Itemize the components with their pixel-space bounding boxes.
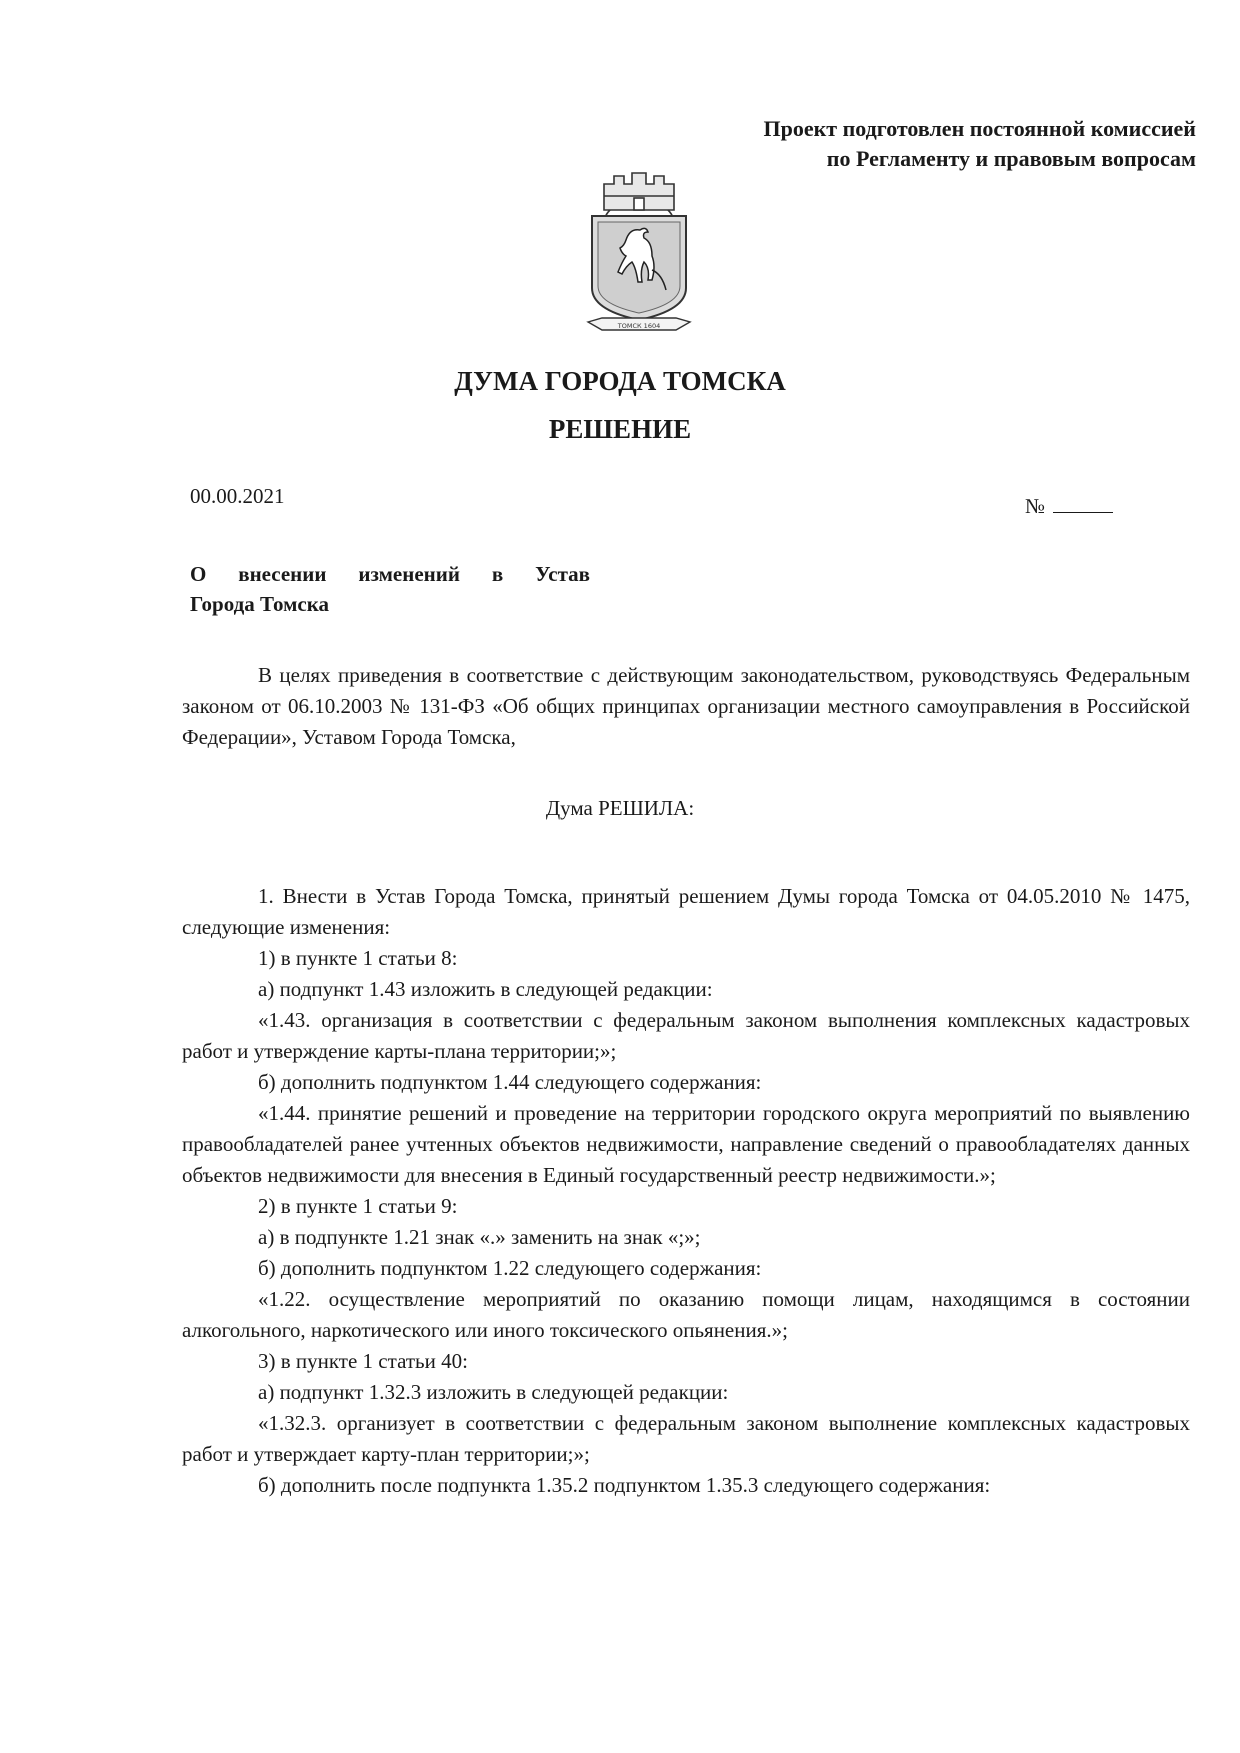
- document-date: 00.00.2021: [190, 484, 285, 508]
- prepared-by-note: [636, 114, 1196, 174]
- clause: б) дополнить подпунктом 1.44 следующего содержания:: [258, 1070, 762, 1094]
- clause: а) подпункт 1.43 изложить в следующей редакции:: [258, 977, 713, 1001]
- decree-heading: Дума РЕШИЛА:: [545, 796, 695, 820]
- clause: 1. Внести в Устав Города Томска, принятый решением Думы города Томска от 04.05.2010 № 1475, следующие изменения:: [182, 884, 1190, 939]
- clause: 1) в пункте 1 статьи 8:: [258, 946, 458, 970]
- preamble: [182, 660, 1190, 753]
- clause: «1.43. организация в соответствии с федеральным законом выполнения комплексных кадастровых работ и утверждение карты-плана территории;»;: [182, 1008, 1190, 1063]
- clause: а) в подпункте 1.21 знак «.» заменить на знак «;»;: [258, 1225, 701, 1249]
- clause: а) подпункт 1.32.3 изложить в следующей редакции:: [258, 1380, 729, 1404]
- document-type-title: РЕШЕНИЕ: [548, 414, 692, 444]
- clauses-list: [182, 881, 1190, 1501]
- clause: 2) в пункте 1 статьи 9:: [258, 1194, 458, 1218]
- organization-title: ДУМА ГОРОДА ТОМСКА: [454, 366, 786, 396]
- prepared-by-line-1: Проект подготовлен постоянной комиссией: [763, 116, 1196, 141]
- tomsk-coat-of-arms-icon: [582, 170, 696, 342]
- svg-text:ТОМСК 1604: ТОМСК 1604: [617, 322, 661, 330]
- clause: б) дополнить после подпункта 1.35.2 подпунктом 1.35.3 следующего содержания:: [258, 1473, 991, 1497]
- document-number: [1025, 494, 1113, 519]
- clause: «1.22. осуществление мероприятий по оказанию помощи лицам, находящимся в состоянии алкогольного, наркотического или иного токсического опьянения.»;: [182, 1287, 1190, 1342]
- number-blank-line: [1053, 494, 1113, 513]
- clause: «1.32.3. организует в соответствии с федеральным законом выполнение комплексных кадастровых работ и утверждает карту-план территории;»;: [182, 1411, 1190, 1466]
- clause: 3) в пункте 1 статьи 40:: [258, 1349, 468, 1373]
- subject-line-2: Города Томска: [190, 592, 330, 616]
- clause: «1.44. принятие решений и проведение на территории городского округа мероприятий по выявлению правообладателей ранее учтенных объектов недвижимости, направление сведений о правообладателях данных объектов недвижимости для внесения в Единый государственный реестр недвижимости.»;: [182, 1101, 1190, 1187]
- clause: б) дополнить подпунктом 1.22 следующего содержания:: [258, 1256, 762, 1280]
- document-subject: [190, 559, 590, 619]
- prepared-by-line-2: по Регламенту и правовым вопросам: [826, 146, 1196, 171]
- subject-line-1: О внесении изменений в Устав: [190, 562, 590, 586]
- number-label: №: [1025, 494, 1046, 518]
- preamble-text: В целях приведения в соответствие с действующим законодательством, руководствуясь Федеральным законом от 06.10.2003 № 131-ФЗ «Об общих принципах организации местного самоуправления в Российской Федерации», Уставом Города Томска,: [182, 663, 1190, 749]
